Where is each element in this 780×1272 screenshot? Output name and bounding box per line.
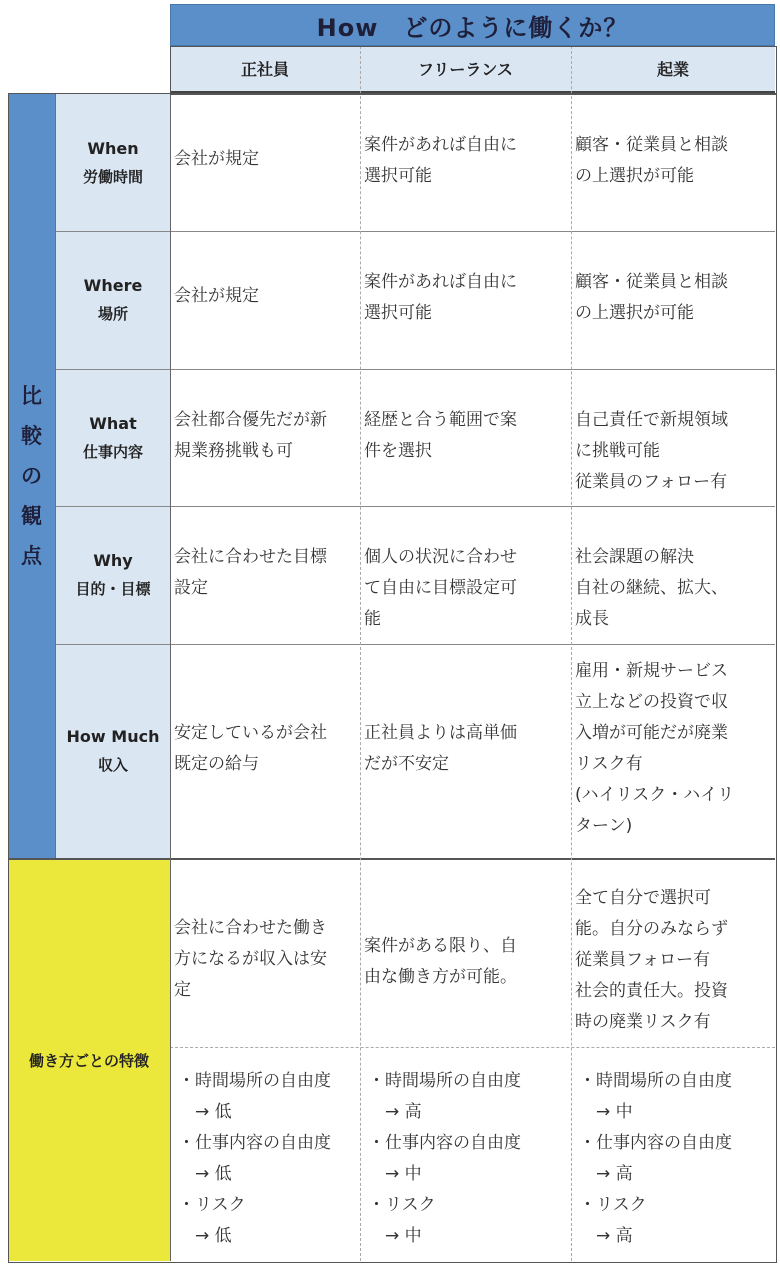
row-divider	[56, 231, 775, 232]
table-cell-freelance	[360, 94, 571, 231]
comparison-perspective-header	[8, 94, 56, 858]
cell-text-line: (ハイリスク・ハイリ	[575, 785, 735, 805]
cell-text-line: 自己責任で新規領域	[575, 410, 728, 430]
row-divider	[56, 369, 775, 370]
level-value: → 中	[579, 1102, 633, 1122]
cell-text-line: 経歴と合う範囲で案	[364, 410, 517, 430]
row-header	[56, 94, 170, 231]
cell-text-line: 時の廃業リスク有	[575, 1012, 711, 1032]
level-label: ・仕事内容の自由度	[579, 1133, 732, 1153]
cell-text-line: 会社に合わせた目標	[174, 547, 327, 567]
table-cell-freelance	[360, 231, 571, 369]
cell-text-line: 選択可能	[364, 303, 432, 323]
vertical-header-char: の	[21, 464, 42, 488]
level-value: → 中	[368, 1164, 422, 1184]
row-divider	[56, 644, 775, 645]
cell-text-line: 社会課題の解決	[575, 547, 694, 567]
cell-text-line: の上選択が可能	[575, 303, 694, 323]
cell-text-line: 能	[364, 609, 381, 629]
table-cell-startup	[571, 94, 775, 231]
row-header-ja: 目的・目標	[75, 580, 151, 598]
cell-text-line: 由な働き方が可能。	[364, 967, 517, 987]
row-header-ja: 収入	[97, 756, 128, 774]
row-header-ja: 仕事内容	[82, 442, 143, 461]
cell-text-line: 会社に合わせた働き	[174, 918, 327, 938]
level-value: → 低	[178, 1102, 232, 1122]
cell-text-line: 顧客・従業員と相談	[575, 272, 728, 292]
cell-text-line: 能。自分のみならず	[575, 919, 728, 939]
feature-summary-freelance	[360, 859, 571, 1047]
row-header-en: What	[89, 413, 137, 433]
cell-text-line: 選択可能	[364, 166, 432, 186]
column-header-startup: 起業	[571, 46, 775, 93]
feature-summary-startup	[571, 859, 775, 1047]
column-divider	[170, 46, 171, 1261]
cell-text-line: 案件がある限り、自	[364, 936, 517, 956]
row-header	[56, 231, 170, 369]
level-value: → 低	[178, 1226, 232, 1246]
column-divider	[571, 46, 572, 1261]
cell-text-line: 会社が規定	[174, 286, 259, 306]
vertical-header-char: 点	[21, 544, 42, 568]
vertical-header-char: 較	[21, 424, 42, 448]
level-label: ・リスク	[579, 1195, 647, 1215]
row-header-en: Where	[83, 276, 143, 295]
cell-text-line: リスク有	[575, 754, 643, 774]
cell-text-line: 案件があれば自由に	[364, 272, 517, 292]
row-divider	[56, 506, 775, 507]
features-divider	[170, 1047, 775, 1048]
cell-text-line: 自社の継続、拡大、	[575, 578, 728, 598]
table-cell-startup	[571, 506, 775, 644]
column-header-freelance: フリーランス	[360, 46, 571, 93]
table-cell-freelance	[360, 369, 571, 506]
cell-text-line: 方になるが収入は安	[174, 949, 327, 969]
level-label: ・仕事内容の自由度	[178, 1133, 331, 1153]
cell-text-line: 安定しているが会社	[174, 723, 327, 743]
cell-text-line: の上選択が可能	[575, 166, 694, 186]
cell-text-line: 従業員のフォロー有	[575, 472, 728, 492]
table-cell-employee	[170, 506, 360, 644]
cell-text-line: 件を選択	[364, 441, 432, 461]
cell-text-line: 従業員フォロー有	[575, 950, 711, 970]
table-cell-employee	[170, 231, 360, 369]
level-label: ・時間場所の自由度	[178, 1071, 331, 1091]
level-label: ・仕事内容の自由度	[368, 1133, 521, 1153]
vertical-header-char: 観	[21, 504, 42, 528]
cell-text-line: に挑戦可能	[575, 441, 660, 461]
cell-text-line: 定	[174, 980, 191, 1000]
level-label: ・時間場所の自由度	[579, 1071, 732, 1091]
level-label: ・リスク	[178, 1195, 246, 1215]
level-value: → 低	[178, 1164, 232, 1184]
cell-text-line: 成長	[575, 609, 609, 629]
cell-text-line: 既定の給与	[174, 754, 259, 774]
cell-text-line: 規業務挑戦も可	[174, 441, 293, 461]
feature-levels-startup	[575, 1048, 775, 1261]
row-header-en: When	[87, 138, 139, 158]
cell-text-line: 雇用・新規サービス	[575, 661, 728, 681]
cell-text-line: だが不安定	[364, 754, 449, 774]
cell-text-line: 案件があれば自由に	[364, 135, 517, 155]
row-header-ja: 労働時間	[82, 167, 143, 186]
cell-text-line: 設定	[174, 578, 208, 598]
level-value: → 高	[368, 1102, 422, 1122]
cell-text-line: 社会的責任大。投資	[575, 981, 728, 1001]
row-header	[56, 506, 170, 644]
feature-levels-employee	[174, 1048, 360, 1261]
table-cell-employee	[170, 94, 360, 231]
table-cell-startup	[571, 231, 775, 369]
column-divider	[360, 46, 361, 1261]
cell-text-line: 全て自分で選択可	[575, 888, 711, 908]
table-cell-employee	[170, 369, 360, 506]
level-value: → 高	[579, 1226, 633, 1246]
level-value: → 中	[368, 1226, 422, 1246]
feature-levels-freelance	[364, 1048, 571, 1261]
level-label: ・リスク	[368, 1195, 436, 1215]
table-cell-startup	[571, 644, 775, 858]
row-header	[56, 369, 170, 506]
cell-text-line: 入増が可能だが廃業	[575, 723, 728, 743]
cell-text-line: て自由に目標設定可	[364, 578, 517, 598]
section-divider	[8, 858, 775, 860]
cell-text-line: 個人の状況に合わせ	[364, 547, 517, 567]
cell-text-line: 会社が規定	[174, 149, 259, 169]
cell-text-line: 正社員よりは高単価	[364, 723, 517, 743]
row-header-en: How Much	[66, 727, 160, 746]
table-cell-freelance	[360, 506, 571, 644]
table-cell-freelance	[360, 644, 571, 858]
feature-summary-employee	[170, 859, 360, 1047]
level-label: ・時間場所の自由度	[368, 1071, 521, 1091]
table-cell-employee	[170, 644, 360, 858]
table-cell-startup	[571, 369, 775, 506]
row-header	[56, 644, 170, 858]
vertical-header-char: 比	[21, 384, 42, 408]
cell-text-line: ターン)	[575, 816, 633, 836]
level-value: → 高	[579, 1164, 633, 1184]
features-header: 働き方ごとの特徴	[8, 859, 170, 1261]
table-title: How どのように働くか？	[170, 4, 775, 46]
cell-text-line: 立上などの投資で収	[575, 692, 728, 712]
row-header-en: Why	[93, 551, 133, 570]
cell-text-line: 顧客・従業員と相談	[575, 135, 728, 155]
cell-text-line: 会社都合優先だが新	[174, 410, 327, 430]
row-header-ja: 場所	[97, 305, 128, 323]
column-header-employee: 正社員	[170, 46, 360, 93]
